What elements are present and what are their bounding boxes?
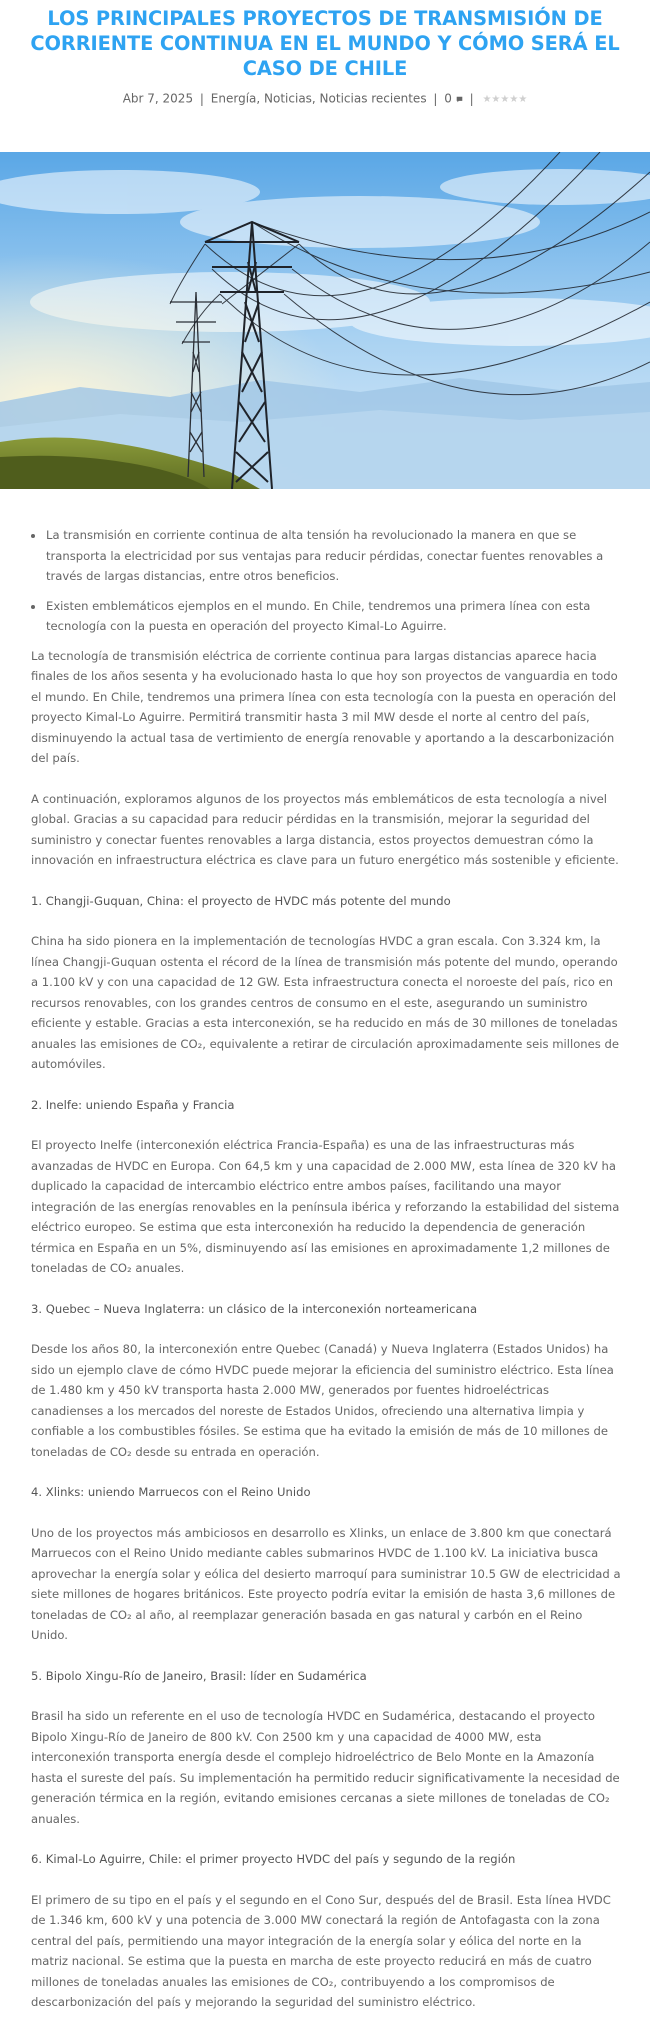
list-item: • La transmisión en corriente continua de alta tensión ha revolucionado la manera en que se transporta la electricidad por sus ventajas para reducir pérdidas, conectar fuentes renovables a través de largas distancias, entre otros beneficios. (45, 525, 621, 587)
post-categories[interactable]: Energía, Noticias, Noticias recientes (210, 91, 427, 106)
intro-paragraph: La tecnología de transmisión eléctrica de corriente continua para largas distancias aparece hacia finales de los años sesenta y ha evolucionado hasta lo que hoy son proyectos de vanguardia en todo el mundo. En Chile, tendremos una primera línea con esta tecnología con la puesta en operación del proyecto Kimal-Lo Aguirre. Permitirá transmitir hasta 3 mil MW desde el norte al centro del país, disminuyendo la actual tasa de vertimiento de energía renovable y aportando a la descarbonización del país. (31, 648, 618, 765)
transmission-towers-image (0, 152, 650, 489)
section-heading: 3. Quebec – Nueva Inglaterra: un clásico de la interconexión norteamericana (31, 1301, 478, 1316)
section-heading: 4. Xlinks: uniendo Marruecos con el Reino Unido (31, 1485, 311, 1499)
section-paragraph: Uno de los proyectos más ambiciosos en desarrollo es Xlinks, un enlace de 3.800 km que conectará Marruecos con el Reino Unido mediante cables submarinos HVDC de 1.100 kV. La iniciativa busca aprovechar la energía solar y eólica del desierto marroquí para suministrar 10.5 GW de electricidad a siete millones de hogares británicos. Este proyecto podría evitar la emisión de hasta 3,6 millones de toneladas de CO₂ al año, al reemplazar generación basada en gas natural y carbón en el Reino Unido. (31, 1525, 621, 1642)
section-heading: 2. Inelfe: uniendo España y Francia (31, 1097, 235, 1112)
star-icon: ★ (518, 94, 528, 105)
section-paragraph: Desde los años 80, la interconexión entre Quebec (Canadá) y Nueva Inglaterra (Estados Unidos) ha sido un ejemplo clave de cómo HVDC puede mejorar la eficiencia del suministro eléctrico. Esta línea de 1.480 km y 450 kV transporta hasta 2.000 MW, generados por fuentes hidroeléctricas canadienses a los mercados del noreste de Estados Unidos, ofreciendo una alternativa limpia y confiable a los combustibles fósiles. Se estima que ha evitado la emisión de más de 10 millones de toneladas de CO₂ desde su entrada en operación. (31, 1342, 614, 1459)
star-icon: ★ (482, 94, 492, 105)
section-paragraph: El proyecto Inelfe (interconexión eléctrica Francia-España) es una de las infraestructuras más avanzadas de HVDC en Europa. Con 64,5 km y una capacidad de 2.000 MW, esta línea de 320 kV ha duplicado la capacidad de intercambio eléctrico entre ambos países, facilitando una mayor integración de las energías renovables en la península ibérica y reforzando la estabilidad del sistema eléctrico europeo. Se estima que esta interconexión ha reducido la dependencia de generación térmica en España en un 5%, disminuyendo así las emisiones en aproximadamente 1,2 millones de toneladas de CO₂ anuales. (31, 1138, 620, 1275)
star-icon: ★ (491, 94, 501, 105)
section-paragraph: Brasil ha sido un referente en el uso de tecnología HVDC en Sudamérica, destacando el proyecto Bipolo Xingu-Río de Janeiro de 800 kV. Con 2500 km y una capacidad de 4000 MW, esta interconexión transporta energía desde el complejo hidroeléctrico de Belo Monte en la Amazonía hasta el sureste del país. Su implementación ha permitido reducir significativamente la necesidad de generación térmica en la región, evitando emisiones cercanas a siete millones de toneladas de CO₂ anuales. (31, 1709, 620, 1826)
post-meta: Abr 7, 2025 | Energía, Noticias, Noticias recientes | 0 | ★★★★★ (22, 89, 628, 109)
section-heading: 1. Changji-Guquan, China: el proyecto de HVDC más potente del mundo (31, 893, 451, 908)
post-date: Abr 7, 2025 (122, 91, 194, 106)
section-heading: 6. Kimal-Lo Aguirre, Chile: el primer proyecto HVDC del país y segundo de la región (31, 1852, 516, 1866)
article-header (0, 0, 650, 109)
intro-paragraph: A continuación, exploramos algunos de los proyectos más emblemáticos de esta tecnología a nivel global. Gracias a su capacidad para reducir pérdidas en la transmisión, mejorar la seguridad del suministro y conectar fuentes renovables a larga distancia, estos proyectos demuestran cómo la innovación en infraestructura eléctrica es clave para un futuro energético más sostenible y eficiente. (31, 791, 619, 867)
section-heading: 5. Bipolo Xingu-Río de Janeiro, Brasil: líder en Sudamérica (31, 1668, 367, 1683)
section-paragraph: El primero de su tipo en el país y el segundo en el Cono Sur, después del de Brasil. Esta línea HVDC de 1.346 km, 600 kV y una potencia de 3.000 MW conectará la región de Antofagasta con la zona central del país, permitiendo una mayor integración de la energía solar y eólica del norte en la matriz nacional. Se estima que la puesta en marcha de este proyecto reducirá en más de cuatro millones de toneladas anuales las emisiones de CO₂, contribuyendo a los compromisos de descarbonización del país y mejorando la seguridad del suministro eléctrico. (31, 1892, 611, 2009)
rating-stars[interactable] (482, 89, 527, 109)
comment-icon (456, 96, 463, 103)
comment-count[interactable]: 0 (444, 91, 452, 106)
star-icon: ★ (500, 94, 510, 105)
section-paragraph: China ha sido pionera en la implementación de tecnologías HVDC a gran escala. Con 3.324 km, la línea Changji-Guquan ostenta el récord de la línea de transmisión más potente del mundo, operando a 1.100 kV y con una capacidad de 12 GW. Esta infraestructura conecta el noroeste del país, rico en recursos renovables, con los grandes centros de consumo en el este, asegurando un suministro eficiente y estable. Gracias a esta interconexión, se ha reducido en más de 30 millones de toneladas anuales las emisiones de CO₂, equivalente a retirar de circulación aproximadamente seis millones de automóviles. (31, 934, 619, 1071)
star-icon: ★ (509, 94, 519, 105)
list-item: • Existen emblemáticos ejemplos en el mundo. En Chile, tendremos una primera línea con esta tecnología con la puesta en operación del proyecto Kimal-Lo Aguirre. (45, 596, 621, 637)
summary-list (31, 525, 621, 637)
article-title: LOS PRINCIPALES PROYECTOS DE TRANSMISIÓN DE CORRIENTE CONTINUA EN EL MUNDO Y CÓMO SERÁ EL CASO DE CHILE (30, 7, 620, 80)
article-body (31, 525, 621, 2033)
hero-illustration (0, 152, 650, 489)
